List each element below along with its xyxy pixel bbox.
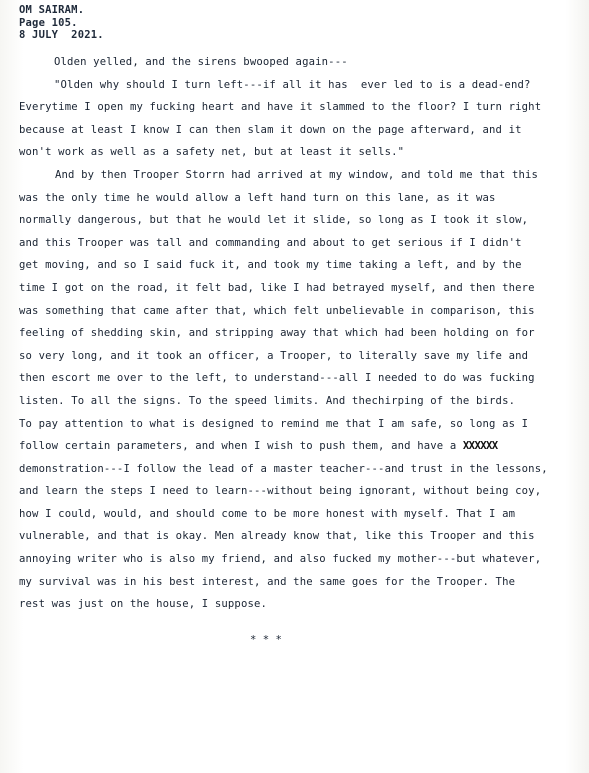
- text-line: feeling of shedding skin, and stripping away that which had been holding on for: [19, 327, 535, 340]
- header-date: 8 JULY 2021.: [19, 29, 104, 41]
- text-line: and this Trooper was tall and commanding and about to get serious if I didn't: [19, 236, 522, 249]
- manuscript-body: [19, 51, 571, 616]
- text-line: time I got on the road, it felt bad, like I had betrayed myself, and then there: [19, 281, 535, 294]
- text-segment: follow certain parameters, and when I wish to push them, and have a: [19, 440, 463, 453]
- text-line: get moving, and so I said fuck it, and took my time taking a left, and by the: [19, 259, 522, 272]
- text-line: "Olden why should I turn left---if all it has ever led to is a dead-end?: [54, 78, 531, 91]
- text-line: normally dangerous, but that he would let it slide, so long as I took it slow,: [19, 214, 529, 227]
- struck-out-word: XXXXXX: [462, 440, 498, 453]
- text-line: Olden yelled, and the sirens bwooped again---: [54, 56, 348, 68]
- text-line: annoying writer who is also my friend, and also fucked my mother---but whatever,: [19, 553, 542, 566]
- text-line: won't work as well as a safety net, but at least it sells.": [19, 146, 405, 159]
- text-line: demonstration---I follow the lead of a master teacher---and trust in the lessons,: [19, 462, 548, 475]
- header-page-number: Page 105.: [19, 16, 78, 29]
- text-line: was the only time he would allow a left hand turn on this lane, as it was: [19, 191, 496, 204]
- text-line: And by then Trooper Storrn had arrived at my window, and told me that this: [55, 168, 539, 181]
- text-line: my survival was in his best interest, and the same goes for the Trooper. The: [19, 575, 516, 588]
- text-line: listen. To all the signs. To the speed limits. And thechirping of the birds.: [19, 394, 516, 407]
- text-line: rest was just on the house, I suppose.: [19, 598, 268, 611]
- text-line-with-strikeout: [19, 435, 571, 458]
- text-line: and learn the steps I need to learn---without being ignorant, without being coy,: [19, 485, 542, 498]
- text-line: Everytime I open my fucking heart and have it slammed to the floor? I turn right: [19, 101, 542, 114]
- text-line: To pay attention to what is designed to remind me that I am safe, so long as I: [19, 417, 529, 430]
- header-author: OM SAIRAM.: [19, 4, 85, 16]
- text-line: how I could, would, and should come to be more honest with myself. That I am: [19, 507, 516, 520]
- section-break: * * *: [250, 634, 282, 646]
- text-line: because at least I know I can then slam it down on the page afterward, and it: [19, 123, 522, 136]
- text-line: then escort me over to the left, to understand---all I needed to do was fucking: [19, 372, 535, 385]
- text-line: so very long, and it took an officer, a Trooper, to literally save my life and: [19, 349, 529, 362]
- text-line: was something that came after that, which felt unbelievable in comparison, this: [19, 304, 535, 317]
- text-line: vulnerable, and that is okay. Men already know that, like this Trooper and this: [19, 530, 535, 543]
- page-header: [19, 4, 104, 42]
